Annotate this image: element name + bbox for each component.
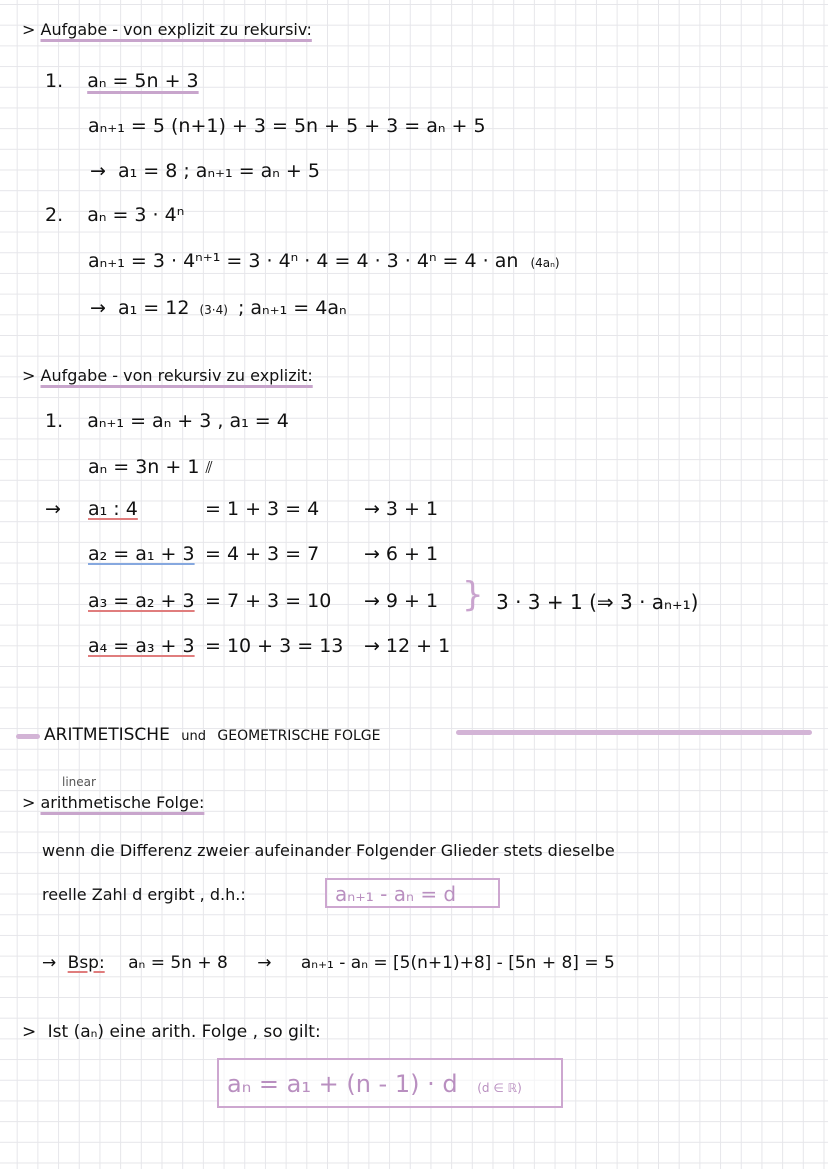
bullet-icon: > (22, 1022, 37, 1042)
rec-row-4-lhs: a₄ = a₃ + 3 (88, 635, 195, 657)
task2-step: aₙ₊₁ = 3 · 4ⁿ⁺¹ = 3 · 4ⁿ · 4 = 4 · 3 · 4ⁿ = 4 · an (88, 250, 519, 272)
rec-row-1-rhs: → 3 + 1 (364, 498, 439, 520)
divider-title: ARITMETISCHE und GEOMETRISCHE FOLGE (44, 725, 381, 745)
task2-formula: aₙ = 3 · 4ⁿ (87, 204, 185, 226)
arrow-icon: → (364, 635, 380, 657)
bullet-icon: > (22, 793, 36, 812)
arrow-icon: → (42, 953, 57, 973)
definition-line-1: wenn die Differenz zweier aufeinander Folgender Glieder stets dieselbe (42, 841, 615, 860)
rec-row-2-mid: = 4 + 3 = 7 (205, 543, 320, 565)
double-strike-mark: ⫽ (205, 458, 213, 477)
rec-row-3-mid: = 7 + 3 = 10 (205, 590, 332, 612)
section-heading-arithmetic: > arithmetische Folge: (22, 793, 205, 812)
example-line: → Bsp: aₙ = 5n + 8 → aₙ₊₁ - aₙ = [5(n+1)+8] - [5n + 8] = 5 (42, 953, 615, 973)
rec-row-1-mid: = 1 + 3 = 4 (205, 498, 320, 520)
rec-task1-formula-line: 1. aₙ₊₁ = aₙ + 3 , a₁ = 4 (45, 410, 289, 432)
task2-formula-line: 2. aₙ = 3 · 4ⁿ (45, 204, 185, 226)
task2-step-line (88, 252, 560, 271)
task2-result: a₁ = 12 (117, 297, 190, 319)
rec-task1-explicit: aₙ = 3n + 1 ⫽ (88, 456, 213, 478)
task2-result-tail: ; aₙ₊₁ = 4aₙ (237, 297, 347, 319)
arrow-icon: → (364, 498, 380, 520)
task2-result-line (90, 299, 347, 318)
definition-line-2: reelle Zahl d ergibt , d.h.: (42, 885, 246, 904)
task1-formula-line: 1. aₙ = 5n + 3 (45, 70, 199, 92)
statement-line: > Ist (aₙ) eine arith. Folge , so gilt: (22, 1022, 321, 1042)
task1-step: aₙ₊₁ = 5 (n+1) + 3 = 5n + 5 + 3 = aₙ + 5 (88, 115, 486, 137)
bullet-icon: > (22, 366, 36, 385)
arrow-icon: → (90, 160, 106, 182)
divider-rule-right (456, 730, 812, 735)
definition-formula-box: aₙ₊₁ - aₙ = d (325, 878, 500, 908)
rec-row-1-lhs: a₁ : 4 (88, 498, 138, 520)
task2-result-note: (3·4) (199, 303, 228, 317)
task1-formula: aₙ = 5n + 3 (87, 70, 199, 92)
task2-step-note: (4aₙ) (530, 256, 560, 270)
rec-row-4-mid: = 10 + 3 = 13 (205, 635, 344, 657)
rec-row-1 (45, 500, 67, 519)
rec-row-2-rhs: → 6 + 1 (364, 543, 439, 565)
section-heading-recursive-to-explicit: > Aufgabe - von rekursiv zu explizit: (22, 366, 313, 385)
arrow-icon: → (45, 498, 61, 520)
brace-icon: } (462, 575, 484, 615)
divider-rule-left (16, 734, 40, 739)
rec-row-4-rhs: → 12 + 1 (364, 635, 451, 657)
general-formula-box: aₙ = a₁ + (n - 1) · d (d ∈ ℝ) (217, 1058, 563, 1108)
arrow-icon: → (90, 297, 106, 319)
rec-task1-formula: aₙ₊₁ = aₙ + 3 , a₁ = 4 (87, 410, 289, 432)
brace-note: 3 · 3 + 1 (⇒ 3 · aₙ₊₁) (496, 590, 699, 614)
rec-row-2-lhs: a₂ = a₁ + 3 (88, 543, 195, 565)
section-heading-explicit-to-recursive: > Aufgabe - von explizit zu rekursiv: (22, 20, 312, 39)
rec-row-3-lhs: a₃ = a₂ + 3 (88, 590, 195, 612)
linear-note: linear (62, 775, 96, 789)
task1-result: a₁ = 8 ; aₙ₊₁ = aₙ + 5 (117, 160, 320, 182)
task1-result-line (90, 162, 320, 181)
rec-row-3-rhs: → 9 + 1 (364, 590, 439, 612)
bullet-icon: > (22, 20, 36, 39)
arrow-icon: → (364, 590, 380, 612)
arrow-icon: → (257, 953, 272, 973)
arrow-icon: → (364, 543, 380, 565)
